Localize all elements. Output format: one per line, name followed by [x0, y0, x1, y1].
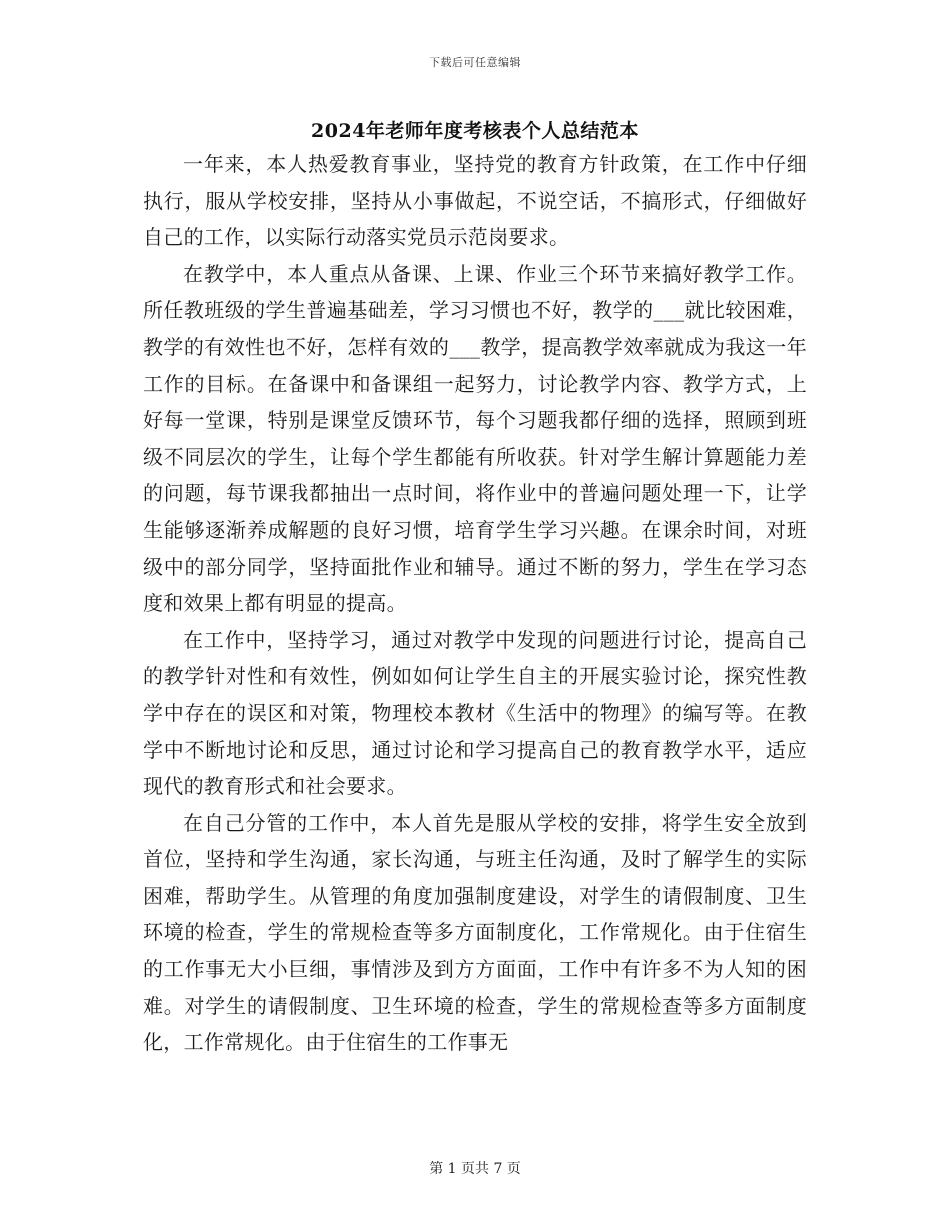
paragraph-1: 一年来，本人热爱教育事业，坚持党的教育方针政策，在工作中仔细执行，服从学校安排，坚持从小事做起，不说空话，不搞形式，仔细做好自己的工作，以实际行动落实党员示范岗要求。: [143, 152, 807, 250]
paragraph-3: 在工作中，坚持学习，通过对教学中发现的问题进行讨论，提高自己的教学针对性和有效性，例如如何让学生自主的开展实验讨论，探究性教学中存在的误区和对策，物理校本教材《生活中的物理》的编写等。在教学中不断地讨论和反思，通过讨论和学习提高自己的教育教学水平，适应现代的教育形式和社会要求。: [143, 627, 807, 799]
document-title: 2024年老师年度考核表个人总结范本: [311, 120, 639, 142]
paragraph-2: 在教学中，本人重点从备课、上课、作业三个环节来搞好教学工作。所任教班级的学生普遍基础差，学习习惯也不好，教学的___就比较困难，教学的有效性也不好，怎样有效的___教学，提高教学效率就成为我这一年工作的目标。在备课中和备课组一起努力，讨论教学内容、教学方式，上好每一堂课，特别是课堂反馈环节，每个习题我都仔细的选择，照顾到班级不同层次的学生，让每个学生都能有所收获。针对学生解计算题能力差的问题，每节课我都抽出一点时间，将作业中的普遍问题处理一下，让学生能够逐渐养成解题的良好习惯，培育学生学习兴趣。在课余时间，对班级中的部分同学，坚持面批作业和辅导。通过不断的努力，学生在学习态度和效果上都有明显的提高。: [143, 261, 807, 616]
page-number: 第 1 页共 7 页: [429, 1161, 521, 1177]
document-body: [143, 146, 807, 1061]
paragraph-4: 在自己分管的工作中，本人首先是服从学校的安排，将学生安全放到首位，坚持和学生沟通，家长沟通，与班主任沟通，及时了解学生的实际困难，帮助学生。从管理的角度加强制度建设，对学生的请假制度、卫生环境的检查，学生的常规检查等多方面制度化，工作常规化。由于住宿生的工作事无大小巨细，事情涉及到方方面面，工作中有许多不为人知的困难。对学生的请假制度、卫生环境的检查，学生的常规检查等多方面制度化，工作常规化。由于住宿生的工作事无: [143, 810, 807, 1055]
download-note: 下载后可任意编辑: [429, 56, 521, 69]
